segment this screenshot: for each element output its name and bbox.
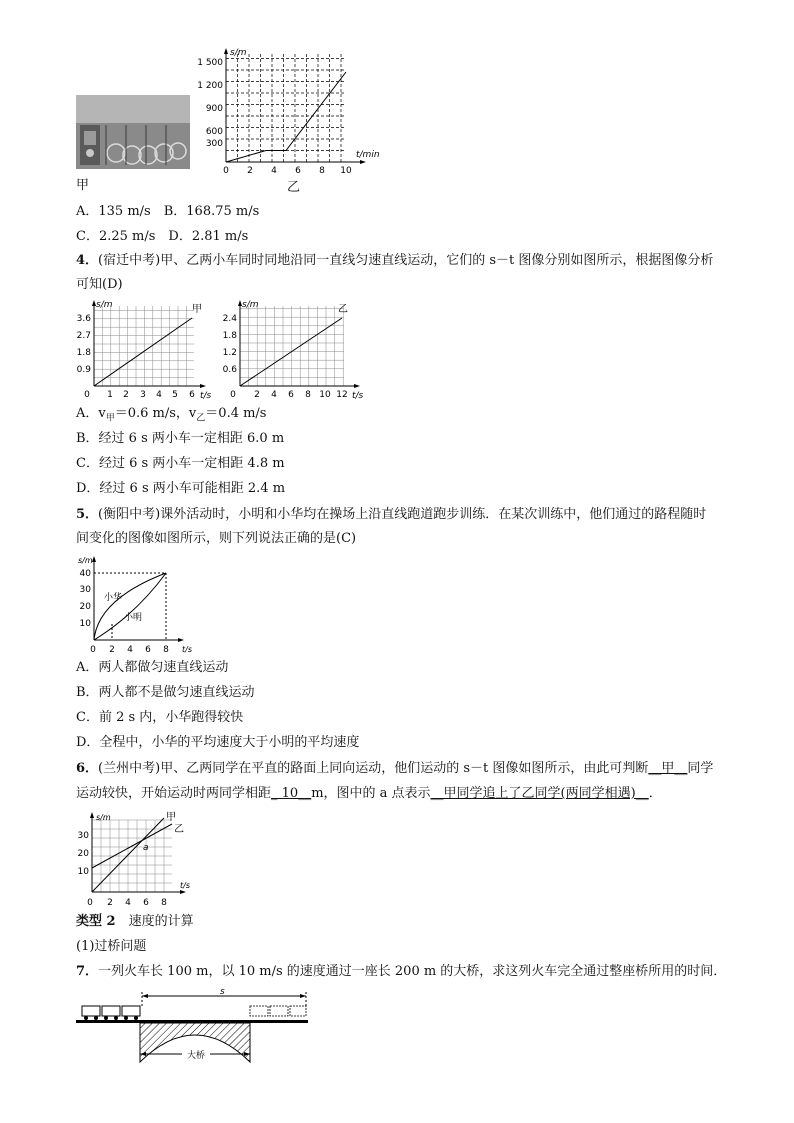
q4-a-prefix: A．v	[76, 406, 106, 421]
x-tick: 0	[230, 390, 236, 400]
y-tick: 900	[205, 104, 223, 114]
x-tick: 12	[336, 390, 348, 400]
photo-label: 甲	[76, 178, 90, 193]
q4-graph-yi	[222, 298, 372, 402]
q7-stem-text: 一列火车长 100 m，以 10 m/s 的速度通过一座长 200 m 的大桥，求这列火车完全通过整座桥所用的时间．	[98, 964, 727, 979]
y-tick: 1 200	[197, 81, 223, 91]
x-tick: 6	[288, 390, 294, 400]
q5-option-b: B．两人都不是做匀速直线运动	[76, 685, 255, 700]
q6-line2-end: ．	[648, 786, 662, 801]
x-tick: 8	[161, 898, 167, 908]
q6-line1	[76, 760, 713, 778]
q4-option-d: D．经过 6 s 两小车可能相距 2.4 m	[76, 481, 286, 496]
q4-option-c: C．经过 6 s 两小车一定相距 4.8 m	[76, 456, 285, 471]
y-tick: 1.8	[222, 331, 237, 341]
y-tick: 30	[77, 831, 89, 841]
q4-stem-line2: 可知(D)	[76, 277, 123, 292]
q6-blank-2: _ 10__	[271, 786, 312, 801]
q4-jia-name: 甲	[192, 304, 202, 315]
q4-yi-x-label: t/s	[352, 391, 364, 401]
q4-a-sub1: 甲	[105, 413, 115, 424]
x-tick: 0	[90, 645, 96, 655]
q3-option-b: B．168.75 m/s	[163, 204, 260, 219]
x-tick: 6	[143, 898, 149, 908]
q6-x-label: t/s	[180, 881, 190, 890]
q5-stem-text: (衡阳中考)课外活动时，小明和小华均在操场上沿直线跑道跑步训练．在某次训练中，他们通过的路程随时	[98, 507, 707, 522]
x-tick: 6	[145, 645, 151, 655]
section-type-name: 速度的计算	[115, 914, 194, 929]
q4-a-sub2: 乙	[196, 413, 206, 424]
q4-number: 4．	[76, 253, 99, 268]
q6-line-jia-label: 甲	[166, 812, 176, 823]
q7-number: 7．	[76, 964, 99, 979]
q6-line2	[76, 785, 662, 803]
section-title	[76, 913, 194, 931]
q4-stem-text: (宿迁中考)甲、乙两小车同时同地沿同一直线匀速直线运动，它们的 s－t 图像分别如图所示，根据图像分析	[98, 253, 714, 268]
x-tick: 4	[156, 390, 162, 400]
y-tick: 600	[205, 127, 223, 137]
q6-line2-text: 运动较快，开始运动时两同学相距	[76, 786, 272, 801]
q5-number: 5．	[76, 507, 99, 522]
q4-yi-name: 乙	[338, 304, 348, 315]
x-tick: 1	[107, 390, 113, 400]
q4-yi-y-label: s/m	[242, 300, 259, 310]
section-type-label: 类型 2	[76, 914, 116, 929]
distance-time-graph-top	[196, 46, 396, 186]
y-tick: 20	[79, 602, 91, 612]
q6-graph	[76, 810, 196, 910]
q7-bridge-label: 大桥	[186, 1051, 206, 1061]
q6-line2-mid: m，图中的 a 点表示	[311, 786, 431, 801]
y-axis-label: s/m	[230, 48, 247, 58]
q3-options-row1	[76, 203, 259, 221]
q6-line1-text: (兰州中考)甲、乙两同学在平直的路面上同向运动，他们运动的 s－t 图像如图所示，由此可判断	[98, 761, 649, 776]
q4-option-b: B．经过 6 s 两小车一定相距 6.0 m	[76, 431, 285, 446]
q6-y-label: s/m	[96, 813, 111, 822]
x-tick: 4	[127, 645, 133, 655]
q6-blank-3: __甲同学追上了乙同学(两同学相遇)__	[430, 786, 649, 801]
bike-photo	[76, 95, 190, 169]
q7-stem	[76, 963, 726, 981]
x-tick: 2	[109, 645, 115, 655]
q5-stem-line1	[76, 506, 706, 524]
q3-option-d: D．2.81 m/s	[168, 229, 249, 244]
q3-option-c: C．2.25 m/s	[76, 229, 156, 244]
x-tick: 10	[319, 390, 331, 400]
section-subtitle: (1)过桥问题	[76, 939, 147, 954]
q6-number: 6．	[76, 761, 99, 776]
x-axis-label: t/min	[356, 150, 380, 160]
x-tick: 6	[189, 390, 195, 400]
x-tick: 8	[319, 166, 325, 176]
q5-option-c: C．前 2 s 内，小华跑得较快	[76, 710, 244, 725]
q6-point-a-label: a	[143, 843, 149, 853]
x-tick: 2	[254, 390, 260, 400]
y-tick: 1 500	[197, 58, 223, 68]
y-tick: 0.9	[76, 365, 91, 375]
q5-x-label: t/s	[182, 645, 192, 654]
y-tick: 20	[77, 849, 89, 859]
x-tick: 8	[305, 390, 311, 400]
q4-stem-line1	[76, 252, 713, 270]
x-tick: 0	[87, 898, 93, 908]
x-tick: 4	[271, 166, 277, 176]
y-tick: 2.4	[222, 314, 237, 324]
q4-jia-x-label: t/s	[200, 391, 212, 401]
x-tick: 8	[163, 645, 169, 655]
y-tick: 3.6	[76, 314, 91, 324]
q5-y-label: s/m	[78, 556, 93, 565]
x-tick: 5	[172, 390, 178, 400]
graph-label: 乙	[287, 180, 301, 195]
q5-option-d: D．全程中，小华的平均速度大于小明的平均速度	[76, 735, 360, 750]
y-tick: 10	[79, 619, 91, 629]
y-tick: 10	[77, 867, 89, 877]
x-tick: 4	[271, 390, 277, 400]
y-tick: 300	[205, 139, 223, 149]
q4-option-a	[76, 405, 266, 428]
q5-curve-label-xiaoming: 小明	[124, 613, 143, 623]
q5-stem-line2: 间变化的图像如图所示，则下列说法正确的是(C)	[76, 531, 357, 546]
y-tick: 30	[79, 585, 91, 595]
x-tick: 0	[223, 166, 229, 176]
q7-bridge-diagram	[74, 988, 314, 1068]
q5-curve-label-xiaohua: 小华	[104, 593, 123, 603]
q6-line1-end: 同学	[687, 761, 714, 776]
q3-options-row2	[76, 228, 248, 246]
q7-distance-label: s	[220, 988, 225, 997]
q4-a-mid: ＝0.6 m/s，v	[114, 406, 197, 421]
x-tick: 0	[84, 390, 90, 400]
q4-a-end: ＝0.4 m/s	[205, 406, 267, 421]
q3-option-a: A．135 m/s	[76, 204, 151, 219]
x-tick: 10	[340, 166, 352, 176]
q5-option-a: A．两人都做匀速直线运动	[76, 660, 229, 675]
x-tick: 2	[123, 390, 129, 400]
q6-blank-1: __甲__	[648, 761, 688, 776]
y-tick: 1.8	[76, 348, 91, 358]
y-tick: 0.6	[222, 365, 237, 375]
y-tick: 2.7	[76, 331, 91, 341]
q4-graph-jia	[76, 298, 216, 402]
q4-jia-y-label: s/m	[96, 300, 113, 310]
y-tick: 1.2	[222, 348, 237, 358]
x-tick: 2	[107, 898, 113, 908]
x-tick: 4	[125, 898, 131, 908]
q5-graph	[76, 554, 196, 656]
y-tick: 40	[79, 569, 91, 579]
x-tick: 6	[295, 166, 301, 176]
x-tick: 3	[140, 390, 146, 400]
q6-line-yi-label: 乙	[174, 824, 184, 835]
x-tick: 2	[247, 166, 253, 176]
